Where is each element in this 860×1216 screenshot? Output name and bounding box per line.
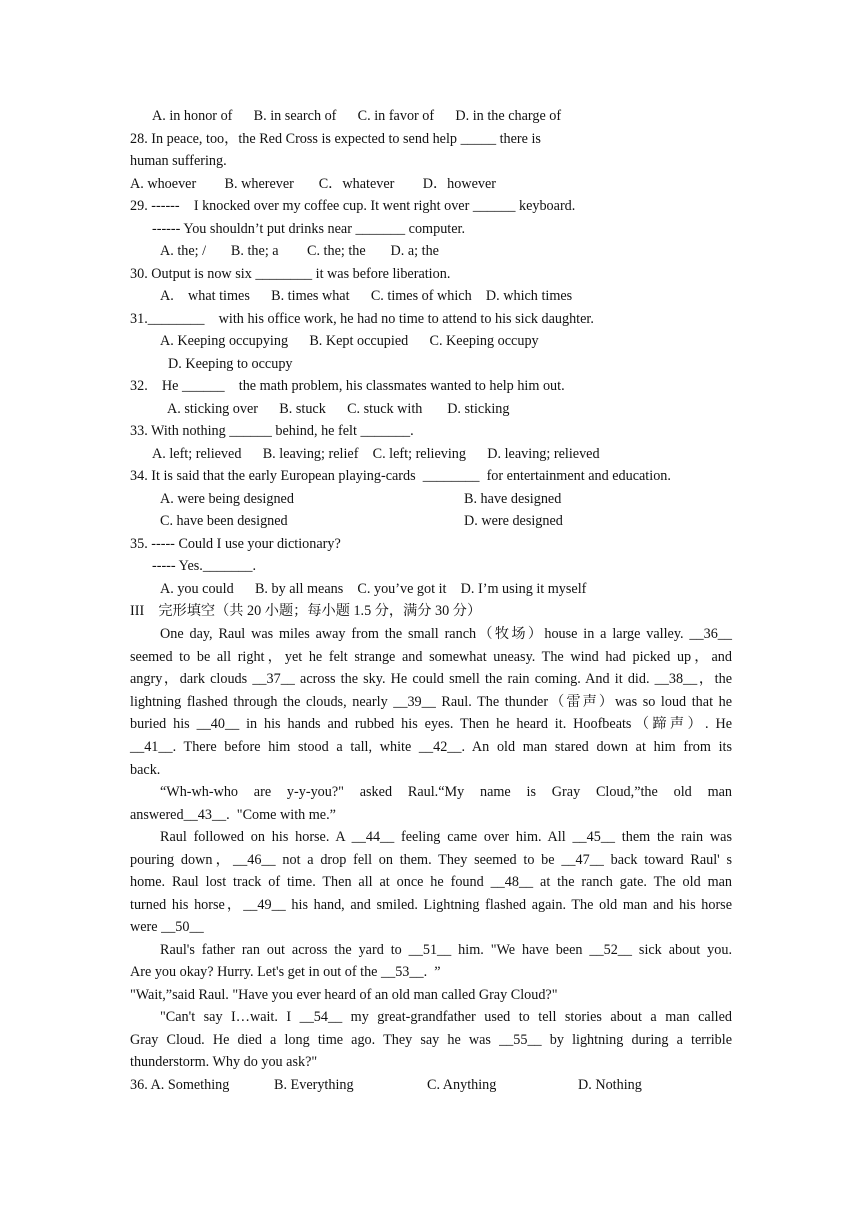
q31-options: A. Keeping occupying B. Kept occupied C. Keeping occupy <box>160 333 539 349</box>
passage-line: Raul followed on his horse. A __44__ feeling came over him. All __45__ them the rain was <box>160 829 732 845</box>
passage-line: "Can't say I…wait. I __54__ my great-grandfather used to tell stories about a man called <box>160 1009 732 1025</box>
passage-line: home. Raul lost track of time. Then all at once he found __48__ at the ranch gate. The old man <box>130 874 732 890</box>
q30-stem: 30. Output is now six ________ it was before liberation. <box>130 266 451 282</box>
passage-line: pouring down，__46__ not a drop fell on them. They seemed to be __47__ back toward Raul' s <box>130 852 732 868</box>
q29-line1: 29. ------ I knocked over my coffee cup. It went right over ______ keyboard. <box>130 198 576 214</box>
passage-line: turned his horse，__49__ his hand, and smiled. Lightning flashed again. The old man and his horse <box>130 897 732 913</box>
q31-stem: 31.________ with his office work, he had no time to attend to his sick daughter. <box>130 311 594 327</box>
q36-option-d: D. Nothing <box>578 1077 642 1093</box>
q27-options: A. in honor of B. in search of C. in favor of D. in the charge of <box>152 108 562 124</box>
q35-options: A. you could B. by all means C. you’ve got it D. I’m using it myself <box>160 581 587 597</box>
q36-option-b: B. Everything <box>274 1077 354 1093</box>
q35-line2: ----- Yes._______. <box>152 558 257 574</box>
q34-option-c: C. have been designed <box>160 513 288 529</box>
passage-line: thunderstorm. Why do you ask?" <box>130 1054 318 1070</box>
passage-line: back. <box>130 762 161 778</box>
q30-options: A. what times B. times what C. times of which D. which times <box>160 288 573 304</box>
passage-line: Gray Cloud. He died a long time ago. They say he was __55__ by lightning during a terrible <box>130 1032 732 1048</box>
passage-line: were __50__ <box>130 919 204 935</box>
q28-options: A. whoever B. wherever C．whatever D．however <box>130 176 497 192</box>
passage-line: angry，dark clouds __37__ across the sky. He could smell the rain coming. And it did. __38__，the <box>130 671 732 687</box>
q34-stem: 34. It is said that the early European playing-cards ________ for entertainment and education. <box>130 468 671 484</box>
passage-line: One day, Raul was miles away from the small ranch（牧场）house in a large valley. __36__ <box>160 626 732 642</box>
q29-options: A. the; / B. the; a C. the; the D. a; the <box>160 243 439 259</box>
passage-line: __41__. There before him stood a tall, white __42__. An old man stared down at him from its <box>130 739 732 755</box>
passage-line: buried his __40__ in his hands and rubbed his eyes. Then he heard it. Hoofbeats（蹄声）. He <box>130 716 732 732</box>
q35-line1: 35. ----- Could I use your dictionary? <box>130 536 341 552</box>
section-heading: III 完形填空（共 20 小题；每小题 1.5 分，满分 30 分） <box>130 603 482 619</box>
passage-line: “Wh-wh-who are y-y-you?" asked Raul.“My name is Gray Cloud,”the old man <box>160 784 732 800</box>
q36-option-a: 36. A. Something <box>130 1077 230 1093</box>
passage-line: seemed to be all right，yet he felt strange and somewhat uneasy. The wind had picked up，and <box>130 649 732 665</box>
q33-stem: 33. With nothing ______ behind, he felt _______. <box>130 423 414 439</box>
q34-option-a: A. were being designed <box>160 491 294 507</box>
passage-line: answered__43__. "Come with me.” <box>130 807 336 823</box>
q34-option-d: D. were designed <box>464 513 563 529</box>
q33-options: A. left; relieved B. leaving; relief C. left; relieving D. leaving; relieved <box>152 446 600 462</box>
passage-line: Raul's father ran out across the yard to __51__ him. "We have been __52__ sick about you. <box>160 942 732 958</box>
q31-options-cont: D. Keeping to occupy <box>168 356 293 372</box>
q29-line2: ------ You shouldn’t put drinks near _______ computer. <box>152 221 466 237</box>
q28-stem: 28. In peace, too，the Red Cross is expected to send help _____ there is <box>130 131 541 147</box>
q32-stem: 32. He ______ the math problem, his classmates wanted to help him out. <box>130 378 565 394</box>
q28-stem-cont: human suffering. <box>130 153 227 169</box>
q36-option-c: C. Anything <box>427 1077 497 1093</box>
q32-options: A. sticking over B. stuck C. stuck with D. sticking <box>167 401 510 417</box>
q34-option-b: B. have designed <box>464 491 562 507</box>
passage-line: lightning flashed through the clouds, nearly __39__ Raul. The thunder（雷声）was so loud that he <box>130 694 732 710</box>
passage-line: "Wait,”said Raul. "Have you ever heard of an old man called Gray Cloud?" <box>130 987 558 1003</box>
passage-line: Are you okay? Hurry. Let's get in out of the __53__. ” <box>130 964 441 980</box>
